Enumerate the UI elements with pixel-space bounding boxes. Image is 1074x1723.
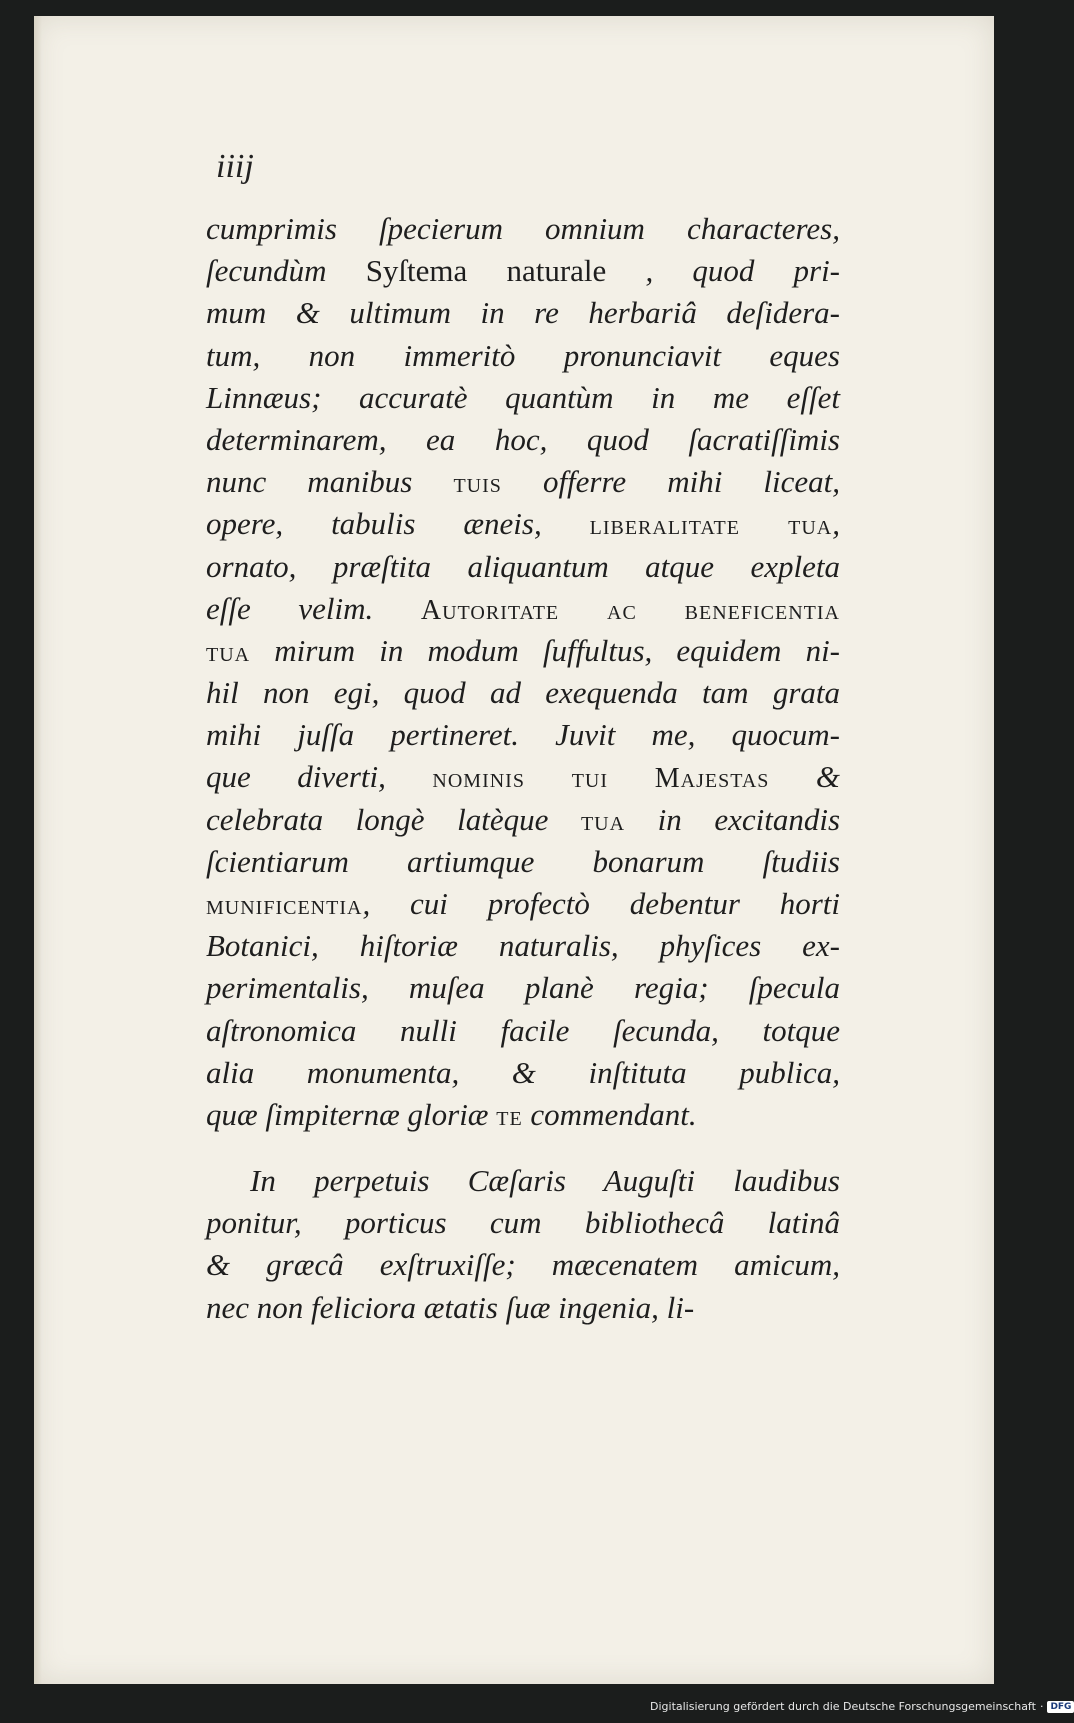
page-edge-shadow [34, 16, 42, 1684]
text-run: in excitandis [625, 801, 841, 837]
text-line [206, 588, 840, 630]
text-line [206, 546, 840, 588]
text-line [206, 292, 840, 334]
text-line [206, 630, 840, 672]
dfg-logo-icon: DFG [1047, 1701, 1074, 1713]
text-run: celebrata longè latèque [206, 801, 581, 837]
text-run: aſtronomica nulli facile ſecunda, totque [206, 1012, 840, 1048]
text-line [206, 841, 840, 883]
text-line [206, 1287, 840, 1329]
text-line [206, 1094, 840, 1136]
text-line [206, 756, 840, 798]
text-line [206, 461, 840, 503]
text-line [206, 1052, 840, 1094]
small-caps-run: liberalitate tua [589, 510, 833, 542]
small-caps-run: tua [580, 805, 626, 837]
text-line [206, 335, 840, 377]
credit-text: Digitalisierung gefördert durch die Deutsche Forschungsgemeinschaft [650, 1700, 1036, 1713]
small-caps-run: nominis tui Majestas [432, 763, 770, 795]
text-run: alia monumenta, & inſtituta publica, [206, 1054, 840, 1090]
digitization-credit [650, 1700, 1074, 1713]
text-run: perimentalis, muſea planè regia; ſpecula [206, 970, 840, 1006]
text-run: Botanici, hiſtoriæ naturalis, phyſices ex- [206, 928, 840, 964]
text-run: quæ ſimpiternæ gloriæ [206, 1096, 497, 1132]
text-line [206, 799, 840, 841]
text-run: mirum in modum ſuffultus, equidem ni- [250, 632, 840, 668]
text-run: determinarem, ea hoc, quod ſacratiſſimis [206, 421, 840, 457]
paragraph-2 [206, 1160, 840, 1329]
text-run: offerre mihi liceat, [501, 464, 840, 500]
text-run: mum & ultimum in re herbariâ deſidera- [206, 295, 840, 331]
text-line [206, 503, 840, 545]
small-caps-run: tuis [453, 468, 502, 500]
text-run: que diverti, [206, 759, 433, 795]
text-line [206, 925, 840, 967]
text-run: tum, non immeritò pronunciavit eques [206, 337, 840, 373]
text-run: commendant. [522, 1096, 697, 1132]
small-caps-run: tua [206, 636, 251, 668]
text-line [206, 883, 840, 925]
credit-separator: · [1039, 1700, 1044, 1713]
text-run: Linnæus; accuratè quantùm in me eſſet [206, 379, 840, 415]
text-run: nunc manibus [206, 464, 454, 500]
text-line [206, 377, 840, 419]
text-run: In perpetuis Cæſaris Auguſti laudibus [250, 1163, 840, 1198]
text-line [206, 1160, 840, 1202]
text-run: mihi juſſa pertineret. Juvit me, quocum- [206, 717, 840, 753]
text-line [206, 1202, 840, 1244]
text-run: ſecundùm [206, 253, 366, 289]
text-run: , quod pri- [606, 253, 840, 289]
text-run: Syſtema naturale [365, 253, 607, 289]
text-run: eſſe velim. [206, 590, 421, 626]
text-run: , cui profectò debentur horti [362, 886, 840, 921]
small-caps-run: munificentia [206, 890, 363, 921]
text-line [206, 672, 840, 714]
text-run: nec non feliciora ætatis ſuæ ingenia, li- [206, 1289, 695, 1325]
text-run: ſcientiarum artiumque bonarum ſtudiis [206, 843, 840, 879]
text-line [206, 967, 840, 1009]
page-number: iiij [216, 148, 254, 185]
text-run: , [832, 506, 840, 542]
small-caps-run: Autoritate ac beneficentia [420, 594, 840, 626]
paragraph-1 [206, 208, 840, 1136]
text-run: cumprimis ſpecierum omnium characteres, [206, 211, 840, 246]
text-run: ornato, præſtita aliquantum atque expleta [206, 548, 840, 584]
text-run: hil non egi, quod ad exequenda tam grata [206, 675, 840, 711]
text-line [206, 1010, 840, 1052]
text-line [206, 208, 840, 250]
text-line [206, 419, 840, 461]
text-line [206, 714, 840, 756]
text-run: ponitur, porticus cum bibliothecâ latinâ [206, 1205, 840, 1241]
small-caps-run: te [496, 1100, 523, 1132]
text-line [206, 1244, 840, 1286]
text-run: & græcâ exſtruxiſſe; mæcenatem amicum, [206, 1247, 840, 1283]
text-run: opere, tabulis æneis, [206, 506, 590, 542]
text-line [206, 250, 840, 292]
text-run: & [769, 759, 840, 795]
